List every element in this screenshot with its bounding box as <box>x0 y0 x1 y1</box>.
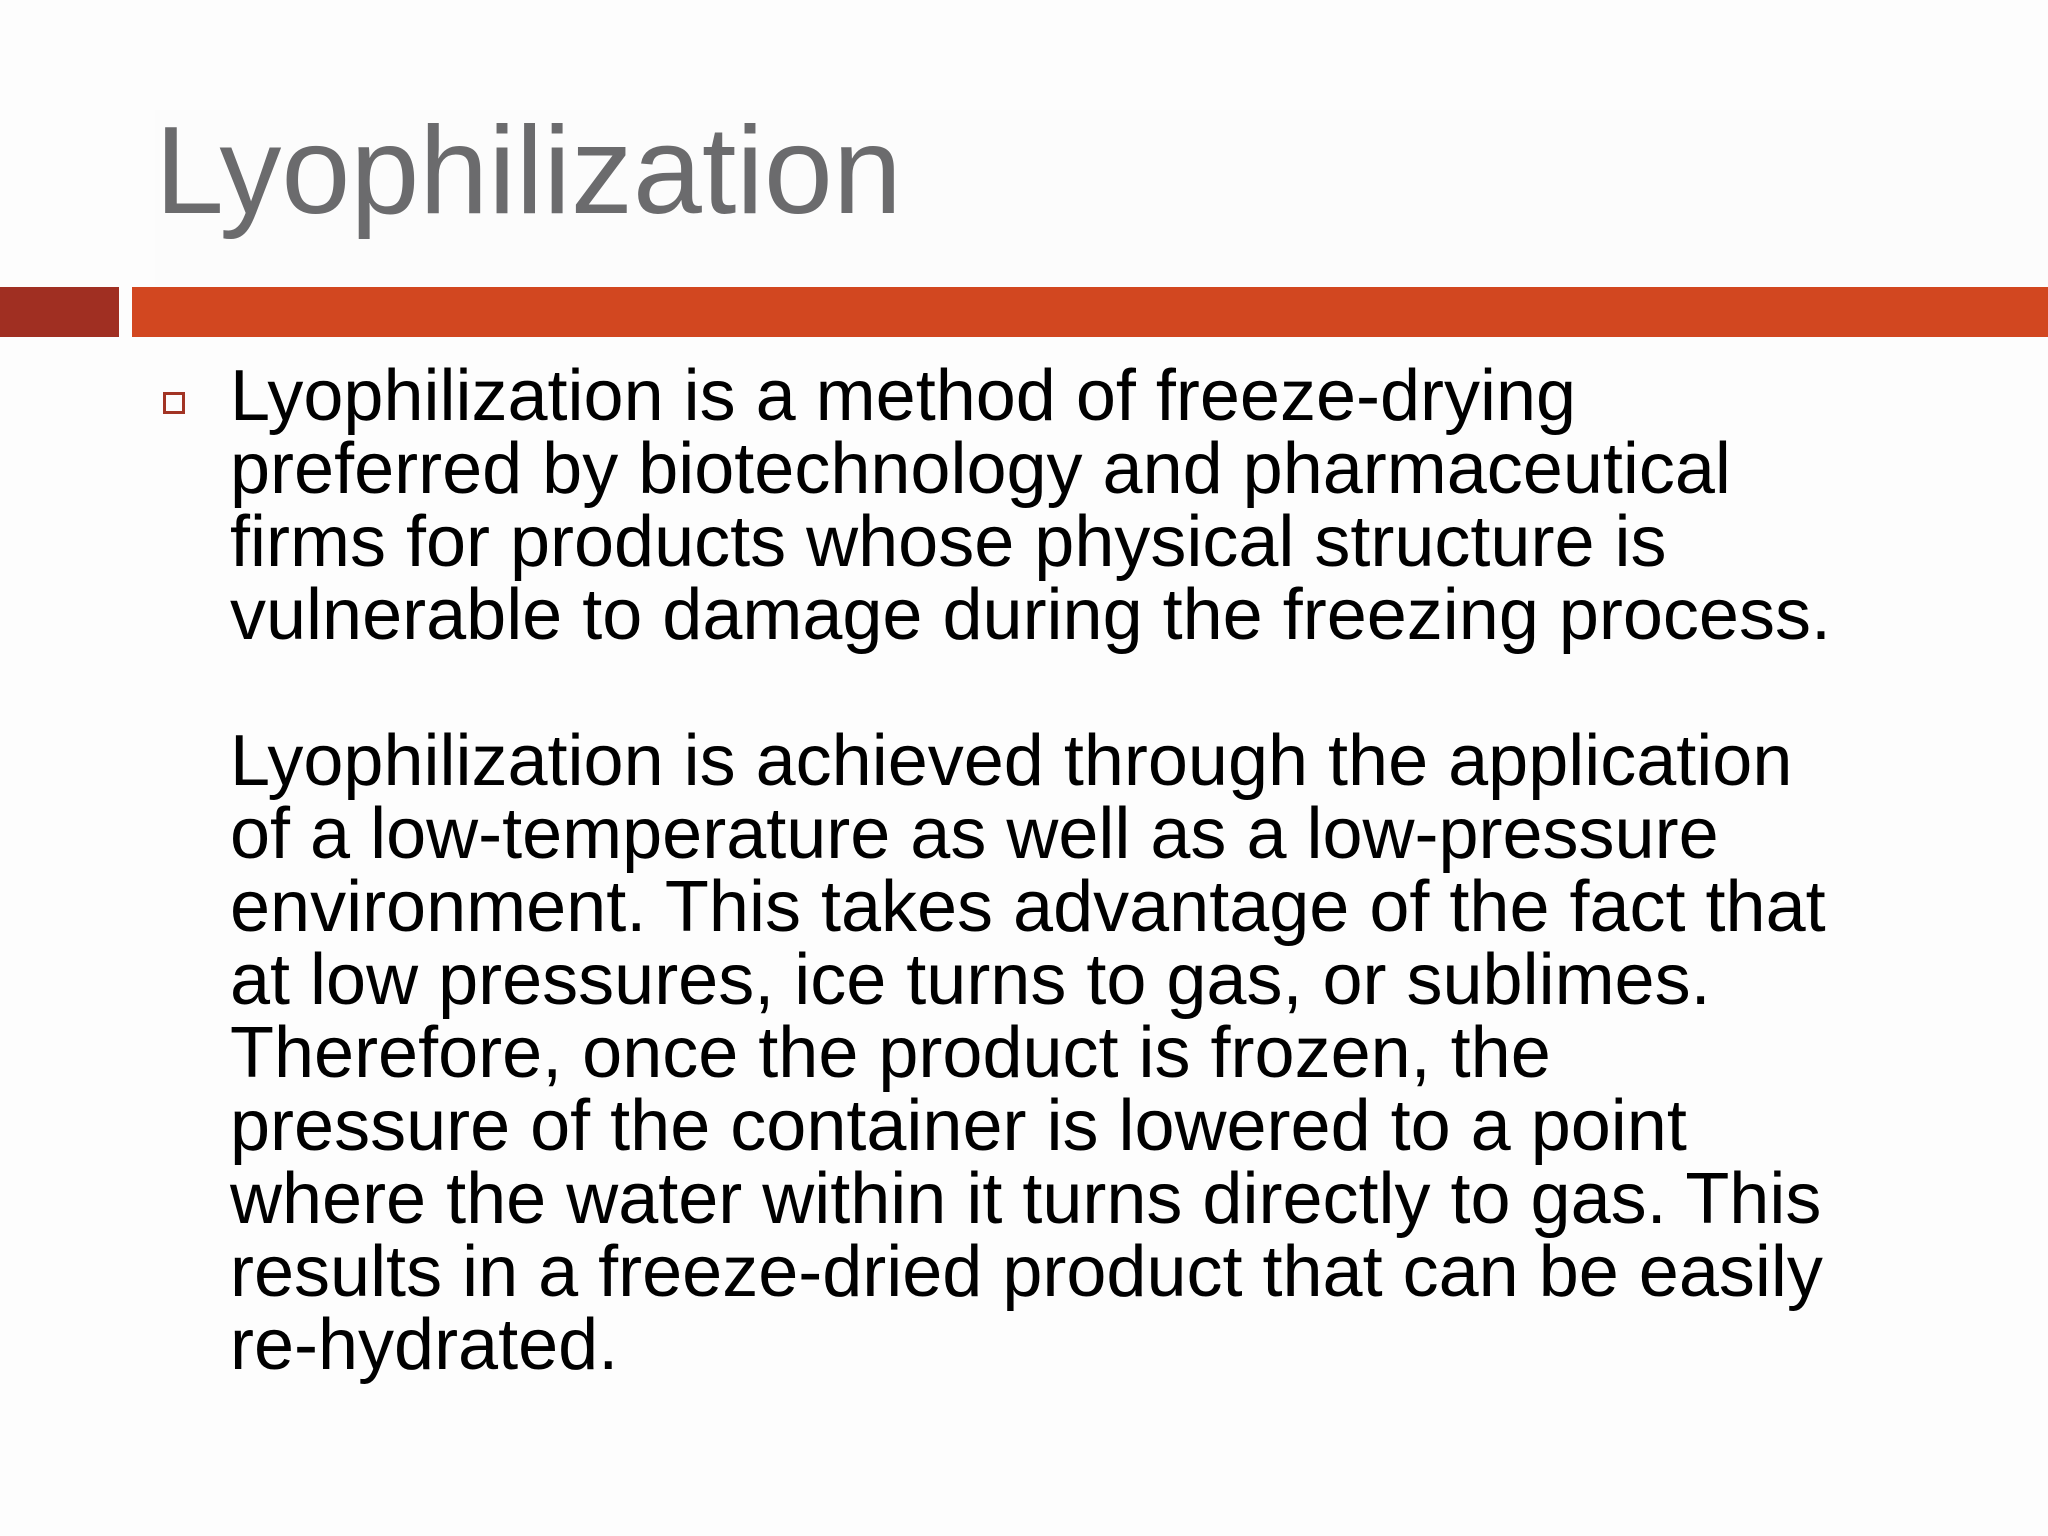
slide-body <box>155 356 1995 1385</box>
title-divider-left-bar <box>0 287 119 337</box>
slide-title: Lyophilization <box>155 102 902 240</box>
body-paragraph-2: Lyophilization is achieved through the application of a low-temperature as well as a low-pressure environment. This takes advantage of the fact that at low pressures, ice turns to gas, or sublimes. Therefore, once the product is frozen, the pressure of the container is lowered to a point where the water within it turns directly to gas. This results in a freeze-dried product that can be easily re-hydrated. <box>230 721 1826 1385</box>
title-divider-accent-bar <box>132 287 2048 337</box>
body-paragraph-1: Lyophilization is a method of freeze-drying preferred by biotechnology and pharmaceutical firms for products whose physical structure is vulnerable to damage during the freezing process. <box>230 356 1831 655</box>
hollow-square-bullet-icon <box>163 392 185 414</box>
